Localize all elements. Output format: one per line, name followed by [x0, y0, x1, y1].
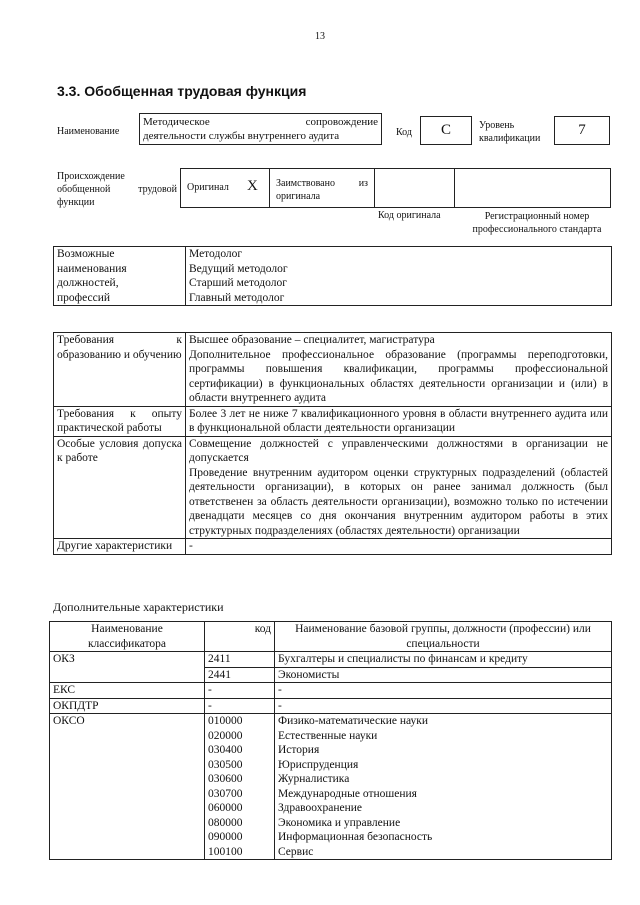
- name-value-word-2: сопровождение: [305, 116, 378, 128]
- okso-code: 060000: [208, 802, 243, 814]
- req-experience-value: Более 3 лет не ниже 7 квалификационного уровня в области внутреннего аудита или в функциональной области деятельности организации: [186, 406, 612, 436]
- req-education-label: Требования к образованию и обучению: [54, 333, 186, 407]
- position-item: Старший методолог: [189, 277, 287, 289]
- okz-name: Бухгалтеры и специалисты по финансам и кредиту: [275, 652, 612, 668]
- eks-label: ЕКС: [50, 683, 205, 699]
- col-header-code: код: [205, 622, 275, 652]
- eks-name: -: [275, 683, 612, 699]
- name-label: Наименование: [57, 126, 120, 137]
- okso-name: Международные отношения: [278, 787, 417, 800]
- req-special-label: Особые условия допуска к работе: [54, 436, 186, 539]
- origin-label-line3: функции: [57, 197, 95, 208]
- okpdtr-code: -: [205, 698, 275, 714]
- positions-label-line: профессий: [57, 291, 111, 304]
- okz-label: ОКЗ: [50, 652, 205, 683]
- name-value-line2: деятельности службы внутреннего аудита: [143, 130, 340, 142]
- origin-table: [180, 168, 611, 208]
- borrowed-line2: оригинала: [276, 191, 321, 202]
- okso-code: 100100: [208, 845, 243, 858]
- original-mark: X: [247, 178, 258, 194]
- okso-code: 010000: [208, 715, 243, 727]
- okz-code: 2441: [205, 667, 275, 683]
- okso-name: Физико-математические науки: [278, 715, 429, 727]
- origin-label-line1: Происхождение: [57, 171, 125, 182]
- req-experience-label: Требования к опыту практической работы: [54, 406, 186, 436]
- borrowed-line1: Заимствовано из: [276, 178, 368, 189]
- level-value: 7: [554, 116, 610, 145]
- okso-code: 030600: [208, 773, 243, 785]
- req-other-value: -: [186, 539, 612, 555]
- okso-name: Естественные науки: [278, 729, 378, 742]
- req-other-label: Другие характеристики: [54, 539, 186, 555]
- level-label-line1: Уровень: [479, 120, 515, 131]
- origin-label-line2: обобщенной трудовой: [57, 184, 177, 195]
- reg-number-line2: профессионального стандарта: [472, 224, 602, 235]
- code-label: Код: [396, 127, 412, 138]
- okso-name: Здравоохранение: [278, 802, 363, 814]
- original-label: Оригинал: [187, 182, 229, 193]
- okso-name: История: [278, 744, 320, 756]
- reg-number-caption: [462, 210, 612, 236]
- okso-label: ОКСО: [50, 714, 205, 860]
- positions-values: [186, 247, 612, 306]
- okso-code: 030500: [208, 758, 243, 771]
- okso-code: 030700: [208, 787, 243, 800]
- origin-label: [57, 170, 177, 209]
- req-education-value: [186, 333, 612, 407]
- page-number: 13: [315, 31, 325, 42]
- name-value-box: [139, 113, 382, 145]
- okso-names: [275, 714, 612, 860]
- okz-code: 2411: [205, 652, 275, 668]
- borrowed-label: [276, 177, 368, 203]
- req-special-value: [186, 436, 612, 539]
- col-header-classifier: Наименование классификатора: [50, 622, 205, 652]
- section-title: 3.3. Обобщенная трудовая функция: [57, 83, 307, 99]
- eks-code: -: [205, 683, 275, 699]
- okso-name: Информационная безопасность: [278, 831, 433, 843]
- code-original-caption: Код оригинала: [378, 210, 441, 221]
- positions-label-line: должностей,: [57, 277, 119, 289]
- req-special-line: Совмещение должностей с управленческими должностями в организации не допускается: [189, 437, 608, 464]
- okso-code: 020000: [208, 729, 243, 742]
- positions-label-line: наименования: [57, 262, 127, 275]
- okso-name: Сервис: [278, 845, 314, 858]
- okso-name: Юриспруденция: [278, 758, 359, 771]
- position-item: Ведущий методолог: [189, 262, 288, 275]
- position-item: Главный методолог: [189, 291, 285, 304]
- positions-table: [53, 246, 612, 306]
- reg-number-line1: Регистрационный номер: [484, 211, 590, 222]
- okso-name: Журналистика: [278, 773, 350, 785]
- positions-label-line: Возможные: [57, 248, 115, 260]
- okpdtr-label: ОКПДТР: [50, 698, 205, 714]
- okso-code: 030400: [208, 744, 243, 756]
- positions-label: [54, 247, 186, 306]
- requirements-table: [53, 332, 612, 555]
- req-education-line: Дополнительное профессиональное образование (программы переподготовки, программы повышения квалификации, программы профессиональной сертификации) в функциональных областях деятельности организации и (или) в области внутреннего аудита: [189, 348, 608, 404]
- name-value-word-1: Методическое: [143, 116, 210, 128]
- req-education-line: Высшее образование – специалитет, магистратура: [189, 334, 435, 346]
- level-label: [479, 119, 540, 145]
- okso-code: 090000: [208, 831, 243, 843]
- okso-code: 080000: [208, 816, 243, 829]
- req-special-line: Проведение внутренним аудитором оценки структурных подразделений (областей деятельности организации), в которых он ранее занимал должность (был ответственен за область деятельности организации), возможно только по истечении двенадцати месяцев со дня окончания внутренним аудитором работы в этих структурных подразделениях (областях деятельности) организации: [189, 466, 608, 537]
- position-item: Методолог: [189, 248, 243, 260]
- col-header-name: Наименование базовой группы, должности (профессии) или специальности: [275, 622, 612, 652]
- okso-name: Экономика и управление: [278, 816, 401, 829]
- okpdtr-name: -: [275, 698, 612, 714]
- classifier-table: [49, 621, 612, 860]
- level-label-line2: квалификации: [479, 133, 541, 144]
- okz-name: Экономисты: [275, 667, 612, 683]
- okso-codes: [205, 714, 275, 860]
- additional-title: Дополнительные характеристики: [53, 600, 224, 614]
- code-value: C: [420, 116, 472, 145]
